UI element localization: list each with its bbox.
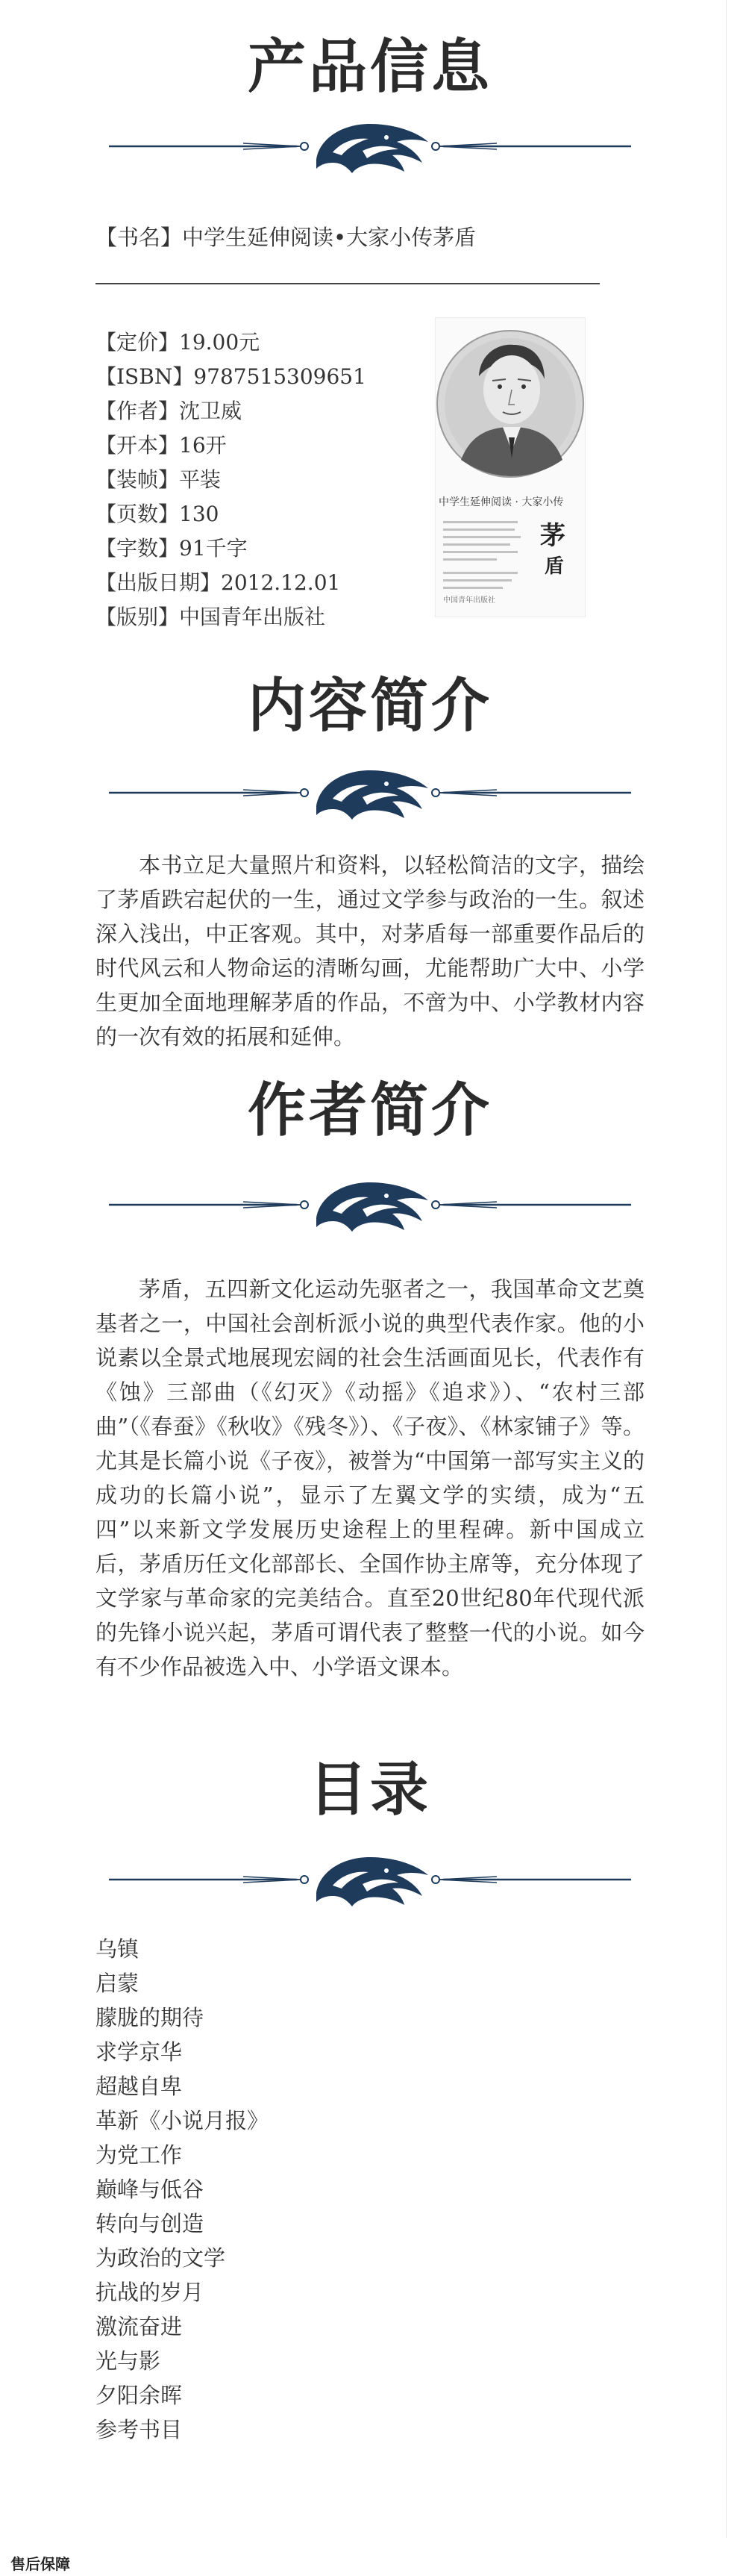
- after-sales-heading: 售后保障: [10, 2555, 70, 2573]
- author-intro-paragraph: 茅盾，五四新文化运动先驱者之一，我国革命文艺奠基者之一，中国社会剖析派小说的典型代表作家。他的小说素以全景式地展现宏阔的社会生活画面见长，代表作有《蚀》三部曲（《幻灭》《动摇》《追求》）、“农村三部曲”（《春蚕》《秋收》《残冬》）、《子夜》、《林家铺子》等。尤其是长篇小说《子夜》，被誉为“中国第一部写实主义的成功的长篇小说”，显示了左翼文学的实绩，成为“五四”以来新文学发展历史途程上的里程碑。新中国成立后，茅盾历任文化部部长、全国作协主席等，充分体现了文学家与革命家的完美结合。直至20世纪80年代现代派的先锋小说兴起，茅盾可谓代表了整整一代的小说。如今有不少作品被选入中、小学语文课本。: [95, 1276, 645, 1680]
- info-word-count: 【字数】91千字: [95, 536, 248, 561]
- info-isbn: 【ISBN】9787515309651: [95, 364, 366, 389]
- cover-series-text: 中学生延伸阅读 · 大家小传: [439, 496, 564, 508]
- info-publish-date: 【出版日期】2012.12.01: [95, 570, 341, 595]
- toc-item: 夕阳余晖: [95, 2383, 183, 2408]
- info-format: 【开本】16开: [95, 433, 227, 458]
- book-info-list: [95, 325, 366, 634]
- info-binding: 【装帧】平装: [95, 467, 222, 492]
- toc-item: 转向与创造: [95, 2211, 204, 2236]
- toc-item: 革新《小说月报》: [95, 2108, 269, 2133]
- section-title-author-intro: 作者简介: [247, 1076, 492, 1144]
- info-publisher: 【版别】中国青年出版社: [95, 605, 326, 629]
- toc-item: 乌镇: [95, 1936, 139, 1962]
- title-divider: [95, 283, 600, 284]
- toc-item: 抗战的岁月: [95, 2280, 204, 2305]
- section-title-product-info: 产品信息: [247, 33, 492, 101]
- toc-item: 朦胧的期待: [95, 2005, 204, 2030]
- eagle-head-divider-icon: [109, 1850, 631, 1909]
- toc-item: 为政治的文学: [95, 2245, 226, 2271]
- book-title: 【书名】中学生延伸阅读•大家小传茅盾: [95, 225, 477, 250]
- toc-item: 启蒙: [95, 1971, 139, 1996]
- info-author: 【作者】沈卫威: [95, 399, 242, 423]
- toc-item: 光与影: [95, 2348, 161, 2374]
- eagle-head-divider-icon: [109, 763, 631, 823]
- toc-item: 巅峰与低谷: [95, 2177, 204, 2202]
- cover-publisher: 中国青年出版社: [443, 596, 495, 605]
- toc-item: 参考书目: [95, 2417, 183, 2442]
- toc-list: [95, 1932, 269, 2447]
- eagle-head-divider-icon: [109, 1175, 631, 1235]
- eagle-head-divider-icon: [109, 116, 631, 176]
- info-price: 【定价】19.00元: [95, 330, 260, 355]
- book-cover-image: [435, 317, 586, 617]
- toc-item: 为党工作: [95, 2142, 183, 2168]
- page-edge-divider: [726, 0, 727, 2538]
- toc-item: 激流奋进: [95, 2314, 183, 2339]
- section-title-toc: 目录: [308, 1756, 431, 1824]
- info-pages: 【页数】130: [95, 502, 219, 526]
- cover-name-char-1: 茅: [540, 521, 565, 551]
- toc-item: 超越自卑: [95, 2074, 183, 2099]
- toc-item: 求学京华: [95, 2039, 183, 2065]
- content-intro-paragraph: 本书立足大量照片和资料，以轻松简洁的文字，描绘了茅盾跌宕起伏的一生，通过文学参与政治的一生。叙述深入浅出，中正客观。其中，对茅盾每一部重要作品后的时代风云和人物命运的清晰勾画，尤能帮助广大中、小学生更加全面地理解茅盾的作品，不啻为中、小学教材内容的一次有效的拓展和延伸。: [95, 852, 645, 1050]
- cover-name-char-2: 盾: [545, 555, 565, 578]
- section-title-content-intro: 内容简介: [247, 672, 492, 740]
